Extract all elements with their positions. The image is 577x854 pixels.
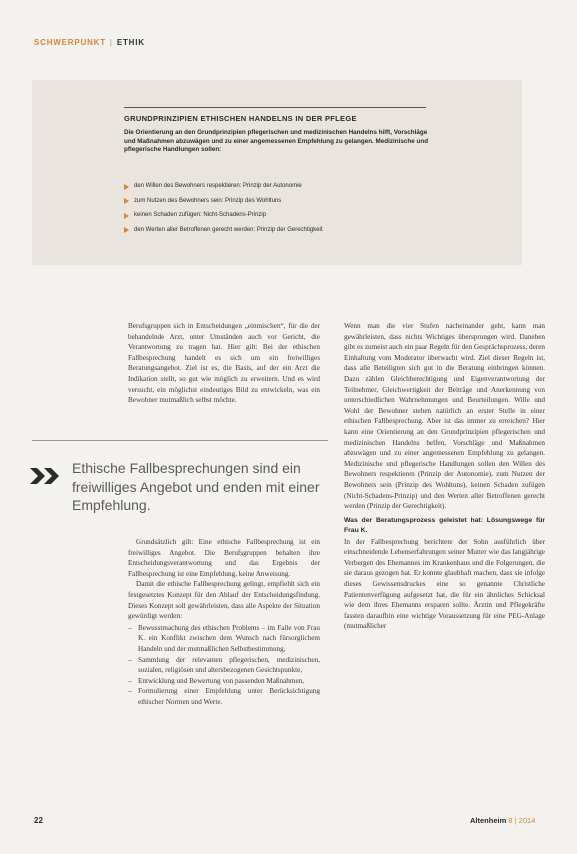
steps-list [128,623,320,708]
pullquote-divider [32,440,328,441]
column-left-top [128,321,320,406]
info-box [32,80,522,265]
body-paragraph: Wenn man die vier Stufen nacheinander geht, kann man gewährleisten, dass nichts Wichtiges übersprungen wird. Daneben gibt es zumeist auch ein paar Regeln für den Gesprächsprozess, deren Einhaltung vom Moderator überwacht wird. Ziel dieser Regeln ist, dass alle Beteiligten sich gut in die Beratung einbringen können. Dazu zählen Gleichberechtigung und Eigenverantwortung der Teilnehmer, Gleichwertigkeit der Beiträge und Anerkennung von unterschiedlichen Wahrnehmungen und Beurteilungen. Wille und Wohl der Bewohner stehen natürlich an erster Stelle in einer ethischen Fallbesprechung. Aber ist das immer zu erreichen? Hier kann eine Orientierung an den Grundprinzipien pflegerischen und medizinischen Handelns helfen, Vorschläge und Maßnahmen abzuwägen und zu einer angemessenen Empfehlung zu gelangen. Medizinische und pflegerische Handlungen sollen den Willen des Bewohners respektieren (Prinzip der Autonomie), zum Nutzen der Bewohners sein (Prinzip des Wohltuns), keinen Schaden zufügen (Nicht-Schadens-Prinzip) und den Werten aller Betroffenen gerecht werden (Prinzip der Gerechtigkeit). [344,322,545,511]
magazine-name: Altenheim [470,816,507,825]
info-box-list [124,182,454,240]
info-box-item: zum Nutzen des Bewohners sein: Prinzip des Wohltuns [124,197,454,212]
pullquote-arrows-icon [30,468,66,484]
info-box-intro: Die Orientierung an den Grundprinzipien pflegerischen und medizinischen Handelns hilft, Vorschläge und Maßnahmen abzuwägen und zu einer angemessenen Empfehlung zu gelangen. Medizinische und pflegerische Handlungen sollen: [124,129,429,154]
column-left-bottom [128,537,320,708]
section-subheading: Was der Beratungsprozess geleistet hat: Lösungswege für Frau K. [344,516,545,534]
header-separator: | [109,38,113,47]
section-label: SCHWERPUNKT [34,38,106,47]
body-paragraph: Grundsätzlich gilt: Eine ethische Fallbesprechung ist ein freiwilliges Angebot. Die Berufsgruppen behalten ihre Entscheidungsverantwortung und das Ergebnis der Fallbesprechung ist eine Empfehlung, keine Anweisung. [128,538,320,578]
steps-list-item: – Bewusstmachung des ethischen Problems – im Falle von Frau K. ein Konflikt zwischen dem Wunsch nach fürsorglichem Handeln und der mutmaßlichen Selbstbestimmung, [128,623,320,655]
info-box-title: GRUNDPRINZIPIEN ETHISCHEN HANDELNS IN DER PFLEGE [124,114,357,123]
info-box-item: den Willen des Bewohners respektieren: Prinzip der Autonomie [124,182,454,197]
steps-list-item: – Sammlung der relevanten pflegerischen, medizinischen, sozialen, religiösen und altersbezogenen Gesichtspunkte, [128,655,320,676]
info-box-rule [124,107,426,108]
info-box-item: keinen Schaden zufügen: Nicht-Schadens-Prinzip [124,211,454,226]
steps-list-item: – Entwicklung und Bewertung von passenden Maßnahmen, [128,676,320,687]
body-paragraph: Damit die ethische Fallbesprechung gelingt, empfiehlt sich ein festgesetztes Konzept für den Ablauf der Entscheidungsfindung. Dieses Konzept soll gewährleisten, dass alle Aspekte der Situation gewürdigt werden: [128,580,320,621]
steps-list-item: – Formulierung einer Empfehlung unter Berücksichtigung ethischer Normen und Werte. [128,686,320,707]
section-header [34,38,145,47]
pullquote: Ethische Fallbesprechungen sind ein freiwilliges Angebot und enden mit einer Empfehlung. [72,460,320,513]
category-label: ETHIK [116,38,145,47]
magazine-issue: 8 | 2014 [508,816,536,825]
info-box-item: den Werten aller Betroffenen gerecht werden: Prinzip der Gerechtigkeit [124,226,454,241]
body-paragraph: In der Fallbesprechung berichtete der Sohn ausführlich über einschneidende Lebenserfahrungen seiner Mutter wie das langjährige Verbergen des Ehemannes im Krankenhaus und die Folgerungen, die sie daraus gezogen hat. Er konnte glaubhaft machen, dass sie infolge dieses Gewissensdruckes eine so genannte Christliche Patientenverfügung aufgesetzt hat, die für ein ähnliches Schicksal wie dem ihres Ehemanns ersparen sollte. Ärztin und Pflegekräfte fassten daraufhin eine wichtige Voraussetzung für eine PEG-Anlage (mutmaßlicher [344,537,545,631]
column-right [344,321,545,632]
magazine-footer [470,816,535,825]
page-number: 22 [34,816,43,825]
body-paragraph: Berufsgruppen sich in Entscheidungen „einmischen“, für die der behandelnde Arzt, unter Umständen auch vor Gericht, die Verantwortung zu tragen hat. Hier gilt: Bei der ethischen Fallbesprechung handelt es sich um ein freiwilliges Beratungsangebot. Ziel ist es, die Basis, auf der ein Arzt die Indikation stellt, so gut wie möglich zu erweitern. Und es wird versucht, ein möglichst eindeutiges Bild zu entwickeln, was ein Bewohner mutmaßlich selbst möchte. [128,322,320,405]
